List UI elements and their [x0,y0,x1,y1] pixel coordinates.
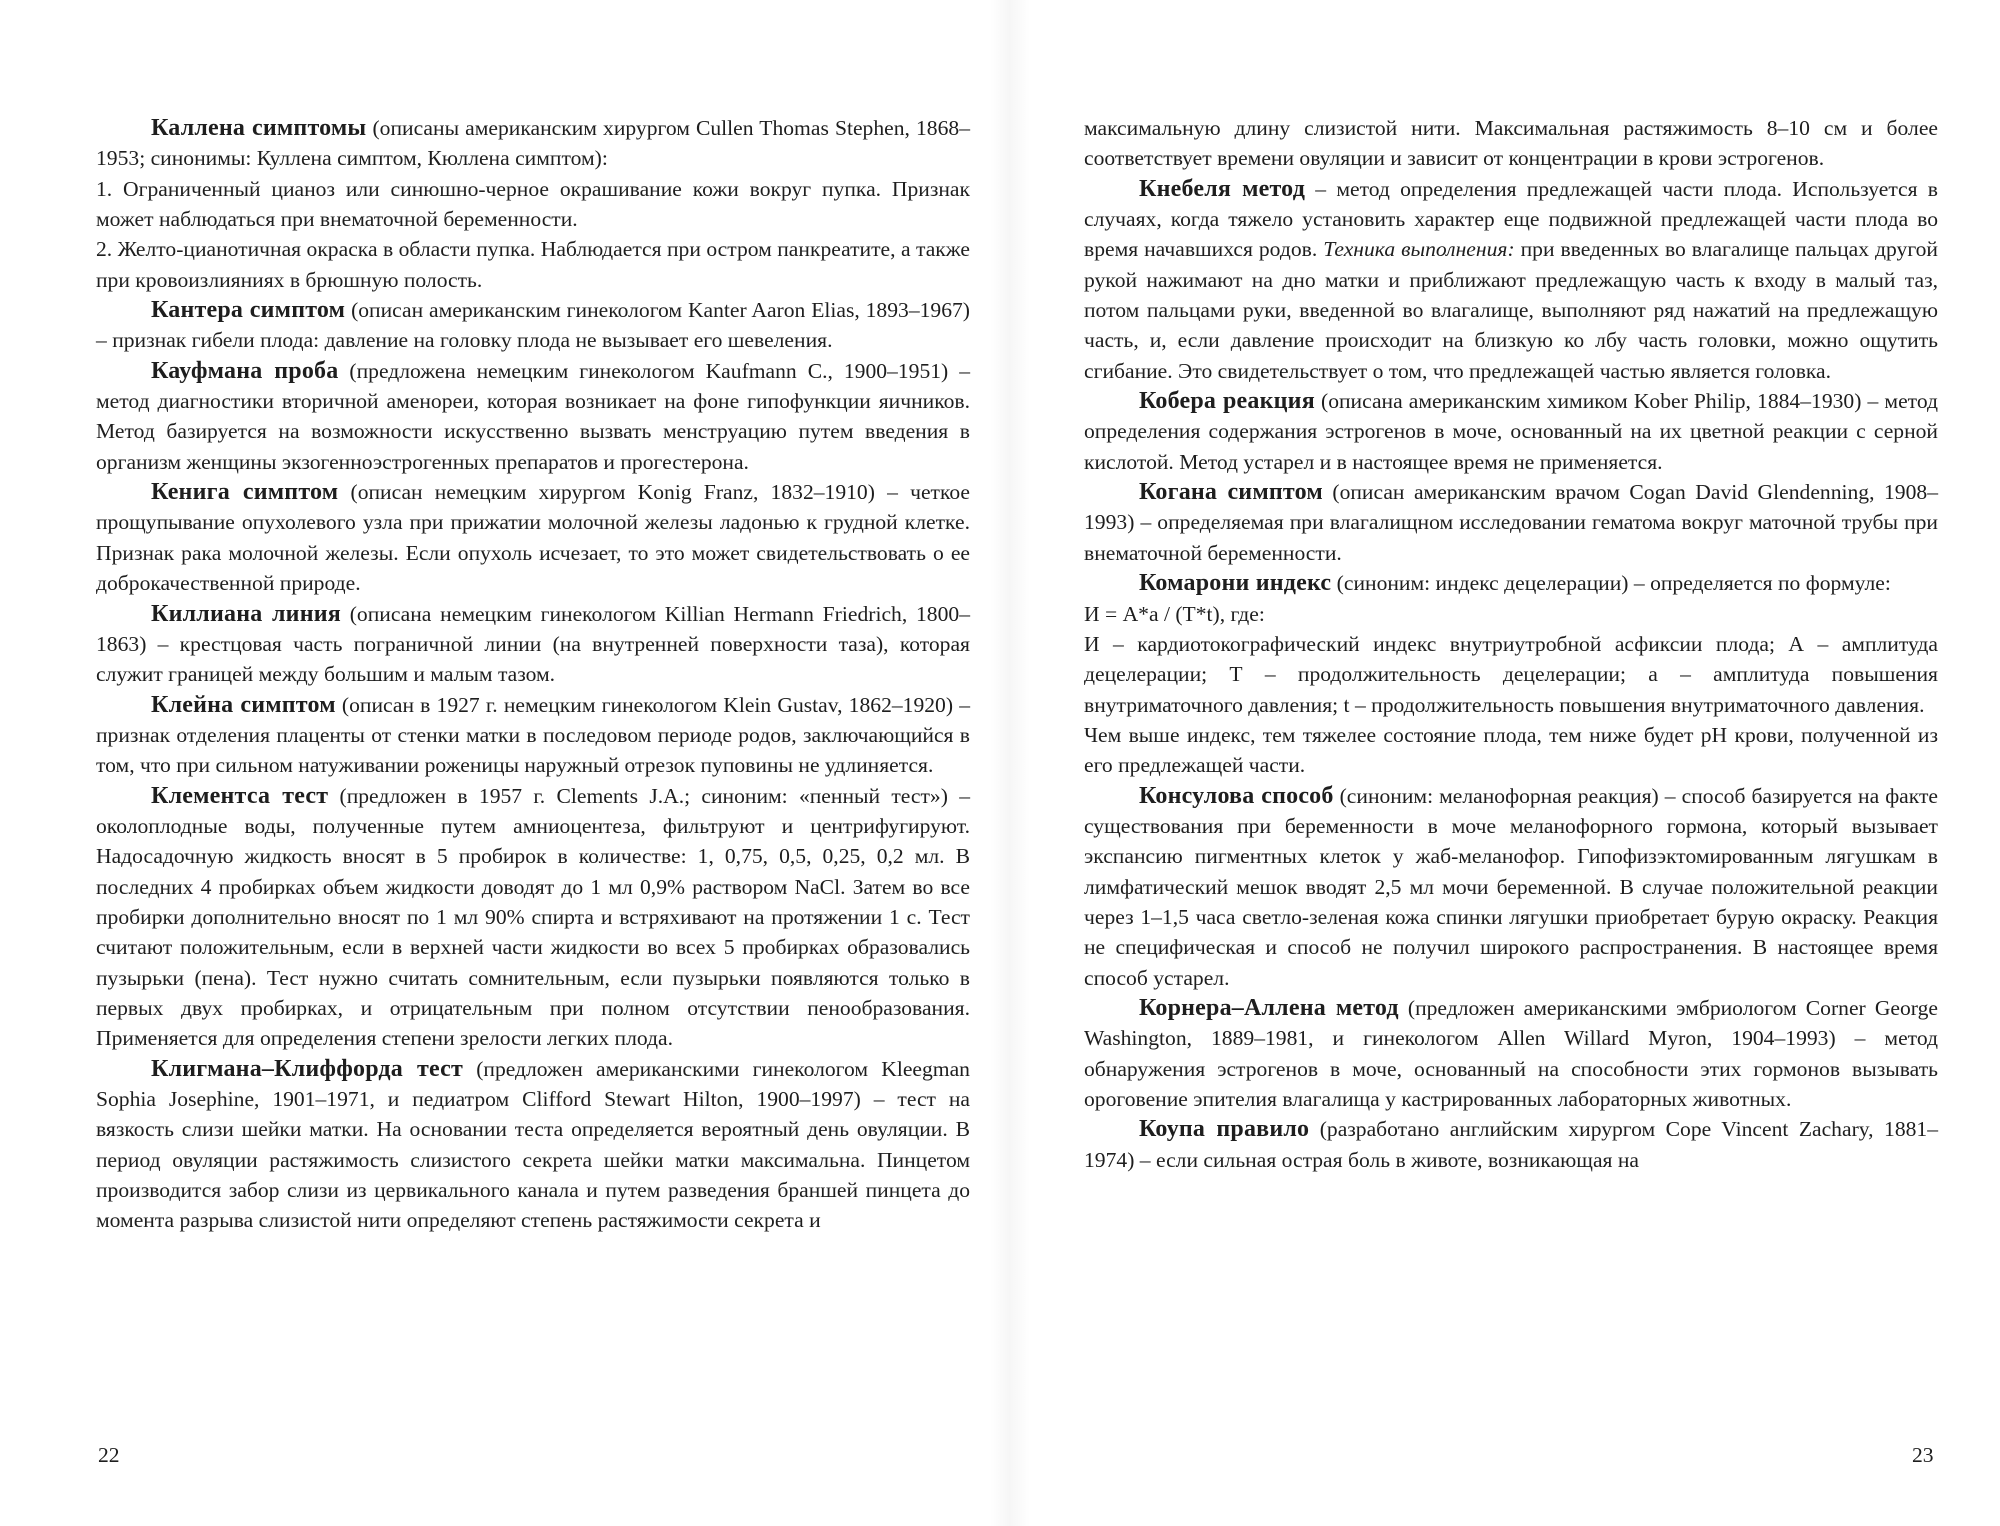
page-number-right: 23 [1912,1443,1934,1467]
entry-cullen-item-2: 2. Желто-цианотичная окраска в области пупка. Наблюдается при остром панкреатите, а также при кровоизлияниях в брюшную полость. [96,237,970,292]
entry-clements: Клементса тест (предложен в 1957 г. Clements J.A.; синоним: «пенный тест») – околоплодные воды, полученные путем амниоцентеза, фильтруют и центрифугируют. Надосадочную жидкость вносят в 5 пробирок в количестве: 1, 0,75, 0,5, 0,25, 0,2 мл. В последних 4 пробирках объем жидкости доводят до 1 мл 0,9% раствором NaCl. Затем во все пробирки дополнительно вносят по 1 мл 90% спирта и встряхивают на протяжении 1 с. Тест считают положительным, если в верхней части жидкости во всех 5 пробирках образовались пузырьки (пена). Тест нужно считать сомнительным, если пузырьки появляются только в первых двух пробирках, и отрицательным при полном отсутствии пенообразования. Применяется для определения степени зрелости легких плода. [96,782,970,1051]
komaroni-legend: И – кардиотокографический индекс внутриутробной асфиксии плода; А – амплитуда децелерации; Т – продолжительность децелерации; а – амплитуда повышения внутриматочного давления; t – продолжительность повышения внутриматочного давления. [1084,631,1938,717]
book-gutter [990,0,1030,1526]
entry-komaroni: Комарони индекс (синоним: индекс децелерации) – определяется по формуле: [1139,570,1891,597]
entry-killian: Киллиана линия (описана немецким гинекологом Killian Hermann Friedrich, 1800–1863) – крестцовая часть пограничной линии (на внутренней поверхности таза), которая служит границей между большим и малым тазом. [96,600,970,687]
left-page-text [96,113,970,1236]
right-page-text [1084,113,1938,1175]
komaroni-note: Чем выше индекс, тем тяжелее состояние плода, тем ниже будет рН крови, полученной из его предлежащей части. [1084,722,1938,778]
entry-kober: Кобера реакция (описана американским химиком Kober Philip, 1884–1930) – метод определения содержания эстрогенов в моче, основанный на их цветной реакции с серной кислотой. Метод устарел и в настоящее время не применяется. [1084,388,1938,474]
entry-konig: Кенига симптом (описан немецким хирургом Konig Franz, 1832–1910) – четкое прощупывание опухолевого узла при прижатии молочной железы ладонью к грудной клетке. Признак рака молочной железы. Если опухоль исчезает, то это может свидетельствовать о ее доброкачественной природе. [96,479,971,596]
entry-cogan: Когана симптом (описан американским врачом Cogan David Glendenning, 1908–1993) – определяемая при влагалищном исследовании гематома вокруг маточной трубы при внематочной беременности. [1084,479,1938,565]
entry-corner-allen: Корнера–Аллена метод (предложен американскими эмбриологом Corner George Washington, 1889–1981, и гинекологом Allen Willard Myron, 1904–1993) – метод обнаружения эстрогенов в моче, основанный на способности этих гормонов вызывать ороговение эпителия влагалища у кастрированных лабораторных животных. [1084,994,1938,1111]
entry-knebel: Кнебеля метод – метод определения предлежащей части плода. Используется в случаях, когда тяжело установить характер еще подвижной предлежащей части плода во время начавшихся родов. Техника выполнения: при введенных во влагалище пальцах другой рукой нажимают на дно матки и приближают предлежащую часть к входу в малый таз, потом пальцами руки, введенной во влагалище, выполняют ряд нажатий на предлежащую часть, и, если давление происходит на близкую ко лбу часть головки, можно ощутить сгибание. Это свидетельствует о том, что предлежащей частью является головка. [1084,175,1938,383]
entry-kaufmann: Кауфмана проба (предложена немецким гинекологом Kaufmann C., 1900–1951) – метод диагностики вторичной аменореи, которая возникает на фоне гипофункции яичников. Метод базируется на возможности искусственно вызвать менструацию путем введения в организм женщины экзогенноэстрогенных препаратов и прогестерона. [96,357,970,474]
komaroni-formula: И = A*a / (T*t), где: [1084,601,1265,626]
entry-klein: Клейна симптом (описан в 1927 г. немецким гинекологом Klein Gustav, 1862–1920) – признак отделения плаценты от стенки матки в последовом периоде родов, заключающийся в том, что при сильном натуживании роженицы наружный отрезок пуповины не удлиняется. [96,691,971,778]
entry-kleegman-continued: максимальную длину слизистой нити. Максимальная растяжимость 8–10 см и более соответствует времени овуляции и зависит от концентрации в крови эстрогенов. [1084,116,1938,171]
entry-kanter: Кантера симптом (описан американским гинекологом Kanter Aaron Elias, 1893–1967) – признак гибели плода: давление на головку плода не вызывает его шевеления. [96,297,970,353]
entry-kleegman-clifford: Клигмана–Клиффорда тест (предложен американскими гинекологом Kleegman Sophia Josephine, 1901–1971, и педиатром Clifford Stewart Hilton, 1900–1997) – тест на вязкость слизи шейки матки. На основании теста определяется вероятный день овуляции. В период овуляции растяжимость слизистого секрета шейки матки максимальна. Пинцетом производится забор слизи из цервикального канала и путем разведения браншей пинцета до момента разрыва слизистой нити определяют степень растяжимости секрета и [96,1055,970,1233]
page-number-left: 22 [98,1443,120,1467]
entry-cullen: Каллена симптомы (описаны американским хирургом Cullen Thomas Stephen, 1868–1953; синонимы: Куллена симптом, Кюллена симптом): [96,115,970,171]
entry-konsulov: Консулова способ (синоним: меланофорная реакция) – способ базируется на факте существования при беременности в моче меланофорного гормона, который вызывает экспансию пигментных клеток у жаб-меланофор. Гипофизэктомированным лягушкам в лимфатический мешок вводят 2,5 мл мочи беременной. В случае положительной реакции через 1–1,5 часа светло-зеленая кожа спинки лягушки приобретает бурую окраску. Реакция не специфическая и способ не получил широкого распространения. В настоящее время способ устарел. [1084,782,1938,990]
entry-cope: Коупа правило (разработано английским хирургом Cope Vincent Zachary, 1881–1974) – если сильная острая боль в животе, возникающая на [1084,1116,1939,1172]
entry-cullen-item-1: 1. Ограниченный цианоз или синюшно-черное окрашивание кожи вокруг пупка. Признак может наблюдаться при внематочной беременности. [96,176,970,232]
